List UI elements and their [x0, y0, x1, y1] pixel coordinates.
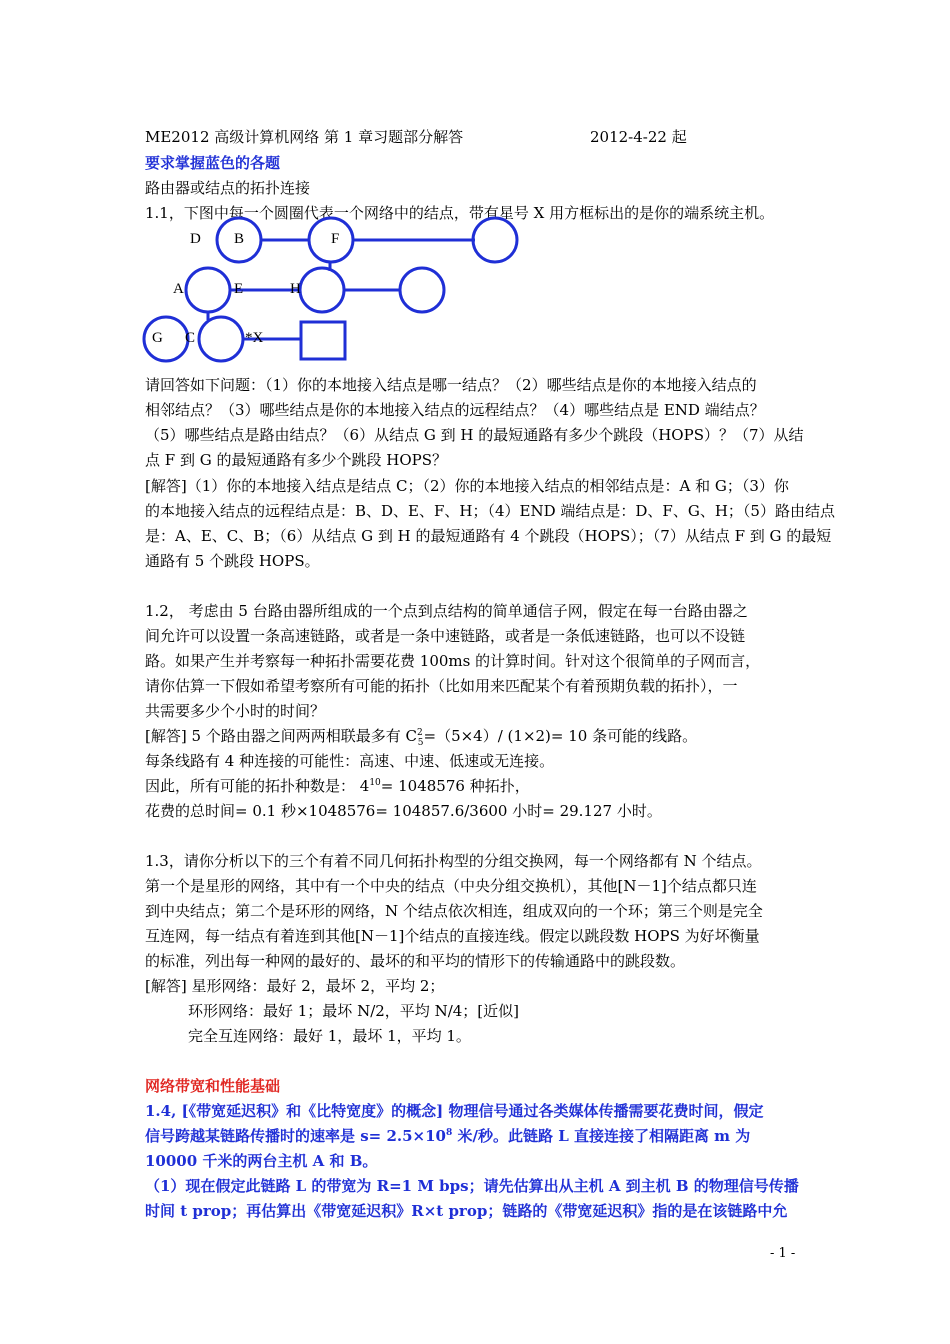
node-e	[186, 268, 230, 312]
q2-answer-text: = 1048576 种拓扑，	[380, 777, 530, 795]
label-h: H	[290, 281, 301, 297]
q4-line: 时间 t prop；再估算出《带宽延迟积》R×t prop；链路的《带宽延迟积》指的是在该链路中允	[145, 1202, 788, 1220]
q1-question-line: （5）哪些结点是路由结点？（6）从结点 G 到 H 的最短通路有多少个跳段（HOPS）？（7）从结	[145, 426, 804, 444]
q2-prompt-line: 间允许可以设置一条高速链路，或者是一条中速链路，或者是一条低速链路，也可以不设链	[145, 627, 746, 645]
page-number: - 1 -	[770, 1246, 796, 1261]
q4-line: 1.4, [《带宽延迟积》和《比特宽度》的概念] 物理信号通过各类媒体传播需要花费时间，假定	[145, 1102, 764, 1120]
section-title-bandwidth: 网络带宽和性能基础	[145, 1077, 281, 1095]
q1-question-line: 相邻结点？（3）哪些结点是你的本地接入结点的远程结点？（4）哪些结点是 END 端结点？	[145, 401, 765, 419]
q2-prompt-line: 1.2， 考虑由 5 台路由器所组成的一个点到点结构的简单通信子网，假定在每一台路由器之	[145, 602, 748, 620]
q1-question-line: 请回答如下问题：（1）你的本地接入结点是哪一结点？（2）哪些结点是你的本地接入结点的	[145, 376, 757, 394]
q2-answer-text: 因此，所有可能的拓扑种数是： 4	[145, 777, 370, 795]
q2-prompt-line: 共需要多少个小时的时间？	[145, 702, 326, 720]
doc-title: ME2012 高级计算机网络 第 1 章习题部分解答	[145, 128, 464, 146]
q1-answer-line: [解答]（1）你的本地接入结点是结点 C；（2）你的本地接入结点的相邻结点是：A 和 G；（3）你	[145, 477, 789, 495]
q1-question-line: 点 F 到 G 的最短通路有多少个跳段 HOPS？	[145, 451, 447, 469]
q4-line: （1）现在假定此链路 L 的带宽为 R=1 M bps；请先估算出从主机 A 到主机 B 的物理信号传播	[145, 1177, 799, 1195]
q4-text: 信号跨越某链路传播时的速率是 s= 2.5×10	[145, 1127, 446, 1145]
q2-answer-sub: 5	[417, 738, 424, 748]
end-host-box	[301, 322, 345, 359]
node-right-top	[473, 218, 517, 262]
label-f: F	[331, 231, 340, 247]
q3-prompt-line: 到中央结点；第二个是环形的网络，N 个结点依次相连，组成双向的一个环；第三个则是完全	[145, 902, 763, 920]
node-right-mid	[400, 268, 444, 312]
q4-line-speed	[145, 1123, 750, 1149]
q4-text: 米/秒。此链路 L 直接连接了相隔距离 m 为	[452, 1127, 751, 1145]
q1-answer-line: 的本地接入结点的远程结点是：B、D、E、F、H；（4）END 端结点是：D、F、G、H；（5）路由结点	[145, 502, 835, 520]
q2-answer-sup: 2	[417, 728, 423, 738]
q2-answer-text: [解答] 5 个路由器之间两两相联最多有 C	[145, 727, 418, 745]
node-g	[144, 317, 188, 361]
q3-prompt-line: 的标准，列出每一种网的最好的、最坏的和平均的情形下的传输通路中的跳段数。	[145, 952, 686, 970]
label-a: A	[173, 281, 184, 297]
q3-prompt-line: 1.3，请你分析以下的三个有着不同几何拓扑构型的分组交换网，每一个网络都有 N 个结点。	[145, 852, 762, 870]
q3-answer-line: 环形网络：最好 1；最坏 N/2，平均 N/4；[近似]	[188, 1002, 519, 1020]
q2-answer-line: 每条线路有 4 种连接的可能性：高速、中速、低速或无连接。	[145, 752, 555, 770]
node-h	[300, 268, 344, 312]
q1-answer-line: 是：A、E、C、B；（6）从结点 G 到 H 的最短通路有 4 个跳段（HOPS）；（7）从结点 F 到 G 的最短	[145, 527, 832, 545]
q1-answer-line: 通路有 5 个跳段 HOPS。	[145, 552, 320, 570]
q3-prompt-line: 互连网，每一结点有着连到其他[N－1]个结点的直接连线。假定以跳段数 HOPS 为好坏衡量	[145, 927, 760, 945]
q3-prompt-line: 第一个是星形的网络，其中有一个中央的结点（中央分组交换机），其他[N－1]个结点都只连	[145, 877, 757, 895]
q2-prompt-line: 请你估算一下假如希望考察所有可能的拓扑（比如用来匹配某个有着预期负载的拓扑），一	[145, 677, 738, 695]
q2-answer-text: =（5×4）/ (1×2)= 10 条可能的线路。	[423, 727, 698, 745]
label-d: D	[190, 231, 201, 247]
q4-sup: 8	[446, 1128, 453, 1138]
label-g: G	[152, 330, 163, 346]
q1-prompt: 1.1，下图中每一个圆圈代表一个网络中的结点，带有星号 X 用方框标出的是你的端系统主机。	[145, 204, 775, 222]
q2-prompt-line: 路。如果产生并考察每一种拓扑需要花费 100ms 的计算时间。针对这个很简单的子网而言，	[145, 652, 761, 670]
q2-answer-line: 花费的总时间= 0.1 秒×1048576= 104857.6/3600 小时= 29.127 小时。	[145, 802, 662, 820]
q3-answer-line: 完全互连网络：最好 1，最坏 1，平均 1。	[188, 1027, 471, 1045]
q4-line: 10000 千米的两台主机 A 和 B。	[145, 1152, 378, 1170]
q3-answer-line: [解答] 星形网络：最好 2，最坏 2，平均 2；	[145, 977, 445, 995]
q2-answer-sup: 10	[369, 778, 381, 788]
label-e: E	[234, 281, 244, 297]
label-b: B	[234, 231, 245, 247]
notice: 要求掌握蓝色的各题	[145, 154, 281, 172]
network-diagram	[0, 0, 950, 380]
doc-date: 2012-4-22 起	[590, 128, 687, 146]
label-x: *X	[245, 330, 264, 346]
label-c: C	[185, 330, 196, 346]
node-c	[199, 317, 243, 361]
section-title-topology: 路由器或结点的拓扑连接	[145, 179, 311, 197]
q2-answer-topologies	[145, 773, 530, 799]
